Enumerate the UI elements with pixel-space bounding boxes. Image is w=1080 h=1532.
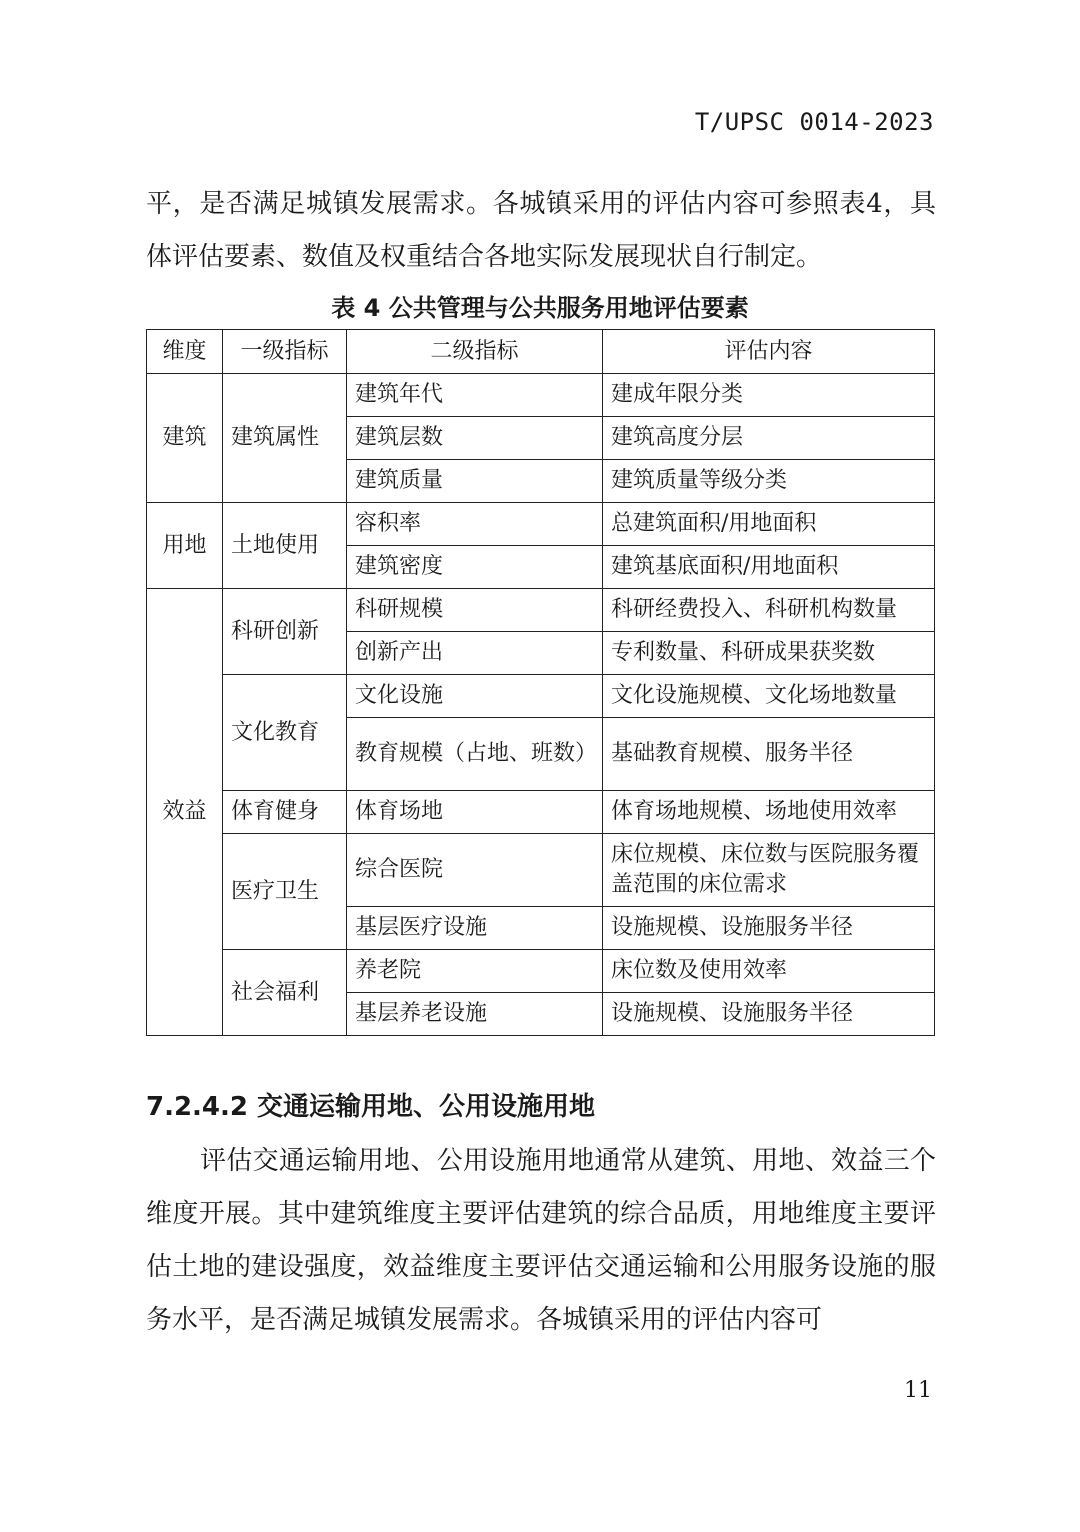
intro-paragraph: 平，是否满足城镇发展需求。各城镇采用的评估内容可参照表4，具体评估要素、数值及权重结合各地实际发展现状自行制定。: [146, 189, 936, 272]
level2-cell: 教育规模（占地、班数）: [347, 718, 603, 791]
level2-cell: 建筑质量: [347, 460, 603, 503]
content-cell: 总建筑面积/用地面积: [603, 503, 935, 546]
header-level2: 二级指标: [347, 330, 603, 374]
level1-cell: 土地使用: [223, 503, 347, 589]
level2-cell: 容积率: [347, 503, 603, 546]
dimension-cell: 效益: [147, 589, 223, 1036]
content-cell: 床位数及使用效率: [603, 950, 935, 993]
content-cell: 体育场地规模、场地使用效率: [603, 791, 935, 834]
content-cell: 设施规模、设施服务半径: [603, 907, 935, 950]
table-row: [147, 589, 935, 632]
dimension-cell: 用地: [147, 503, 223, 589]
level2-cell: 基层养老设施: [347, 993, 603, 1036]
level1-cell: 科研创新: [223, 589, 347, 675]
level1-cell: 社会福利: [223, 950, 347, 1036]
content-cell: 基础教育规模、服务半径: [603, 718, 935, 791]
section-heading: 7.2.4.2 交通运输用地、公用设施用地: [146, 1092, 596, 1122]
content-cell: 科研经费投入、科研机构数量: [603, 589, 935, 632]
content-cell: 设施规模、设施服务半径: [603, 993, 935, 1036]
content-cell: 专利数量、科研成果获奖数: [603, 632, 935, 675]
level2-cell: 综合医院: [347, 834, 603, 907]
table-row: [147, 374, 935, 417]
level2-cell: 建筑层数: [347, 417, 603, 460]
level2-cell: 建筑密度: [347, 546, 603, 589]
table-row: [147, 675, 935, 718]
level1-cell: 文化教育: [223, 675, 347, 791]
level1-cell: 医疗卫生: [223, 834, 347, 950]
header-content: 评估内容: [603, 330, 935, 374]
evaluation-table: [146, 329, 935, 1036]
table-row: [147, 950, 935, 993]
content-cell: 床位规模、床位数与医院服务覆盖范围的床位需求: [603, 834, 935, 907]
section-paragraph: 评估交通运输用地、公用设施用地通常从建筑、用地、效益三个维度开展。其中建筑维度主要评估建筑的综合品质，用地维度主要评估土地的建设强度，效益维度主要评估交通运输和公用服务设施的服务水平，是否满足城镇发展需求。各城镇采用的评估内容可: [146, 1146, 936, 1335]
content-cell: 建筑质量等级分类: [603, 460, 935, 503]
table-row: [147, 834, 935, 907]
level2-cell: 创新产出: [347, 632, 603, 675]
header-level1: 一级指标: [223, 330, 347, 374]
level1-cell: 体育健身: [223, 791, 347, 834]
level2-cell: 基层医疗设施: [347, 907, 603, 950]
level1-cell: 建筑属性: [223, 374, 347, 503]
level2-cell: 建筑年代: [347, 374, 603, 417]
dimension-cell: 建筑: [147, 374, 223, 503]
content-cell: 文化设施规模、文化场地数量: [603, 675, 935, 718]
level2-cell: 养老院: [347, 950, 603, 993]
content-cell: 建成年限分类: [603, 374, 935, 417]
table-title: 表 4 公共管理与公共服务用地评估要素: [331, 294, 749, 322]
content-cell: 建筑高度分层: [603, 417, 935, 460]
table-header-row: [147, 330, 935, 374]
level2-cell: 体育场地: [347, 791, 603, 834]
standard-code: T/UPSC 0014-2023: [694, 108, 934, 136]
table-row: [147, 791, 935, 834]
level2-cell: 文化设施: [347, 675, 603, 718]
table-row: [147, 503, 935, 546]
page-number: 11: [904, 1378, 932, 1403]
header-dimension: 维度: [147, 330, 223, 374]
level2-cell: 科研规模: [347, 589, 603, 632]
content-cell: 建筑基底面积/用地面积: [603, 546, 935, 589]
